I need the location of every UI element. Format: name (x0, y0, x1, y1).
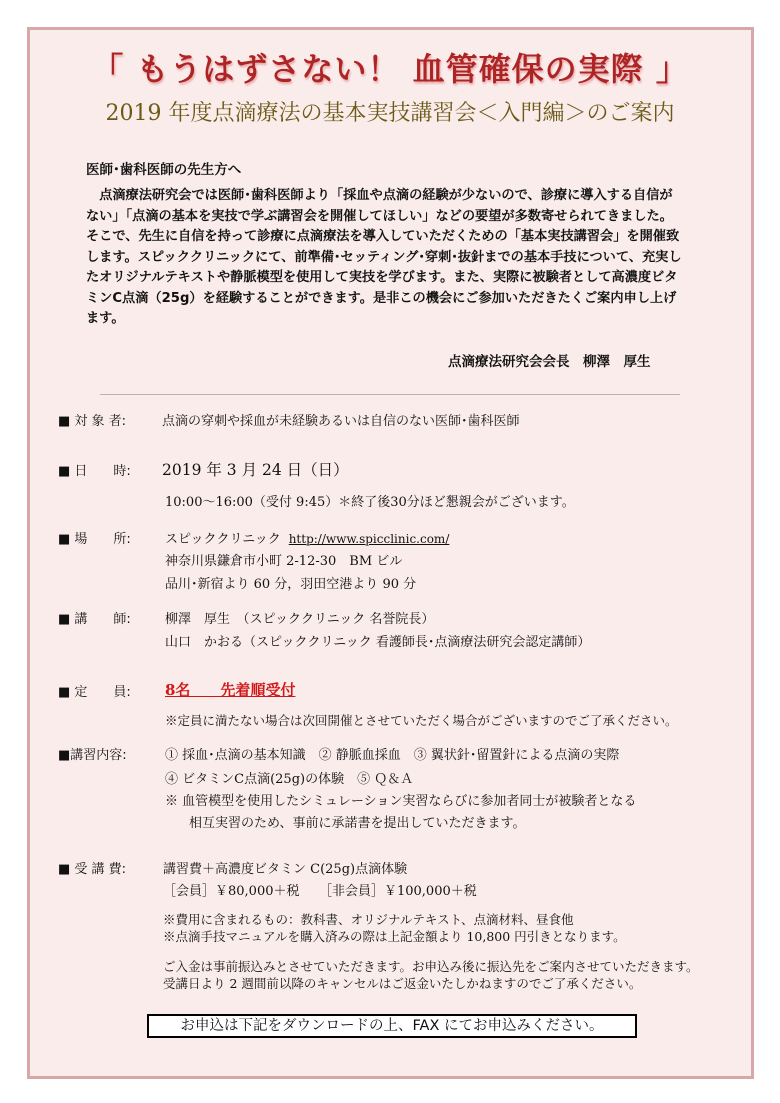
clinic-url-link[interactable]: http://www.spicclinic.com/ (288, 532, 450, 546)
fee-note: ご入金は事前振込みとさせていただきます。お申込み後に振込先をご案内させていただきます。 (163, 959, 699, 974)
fee-note: ※点滴手技マニュアルを購入済みの際は上記金額より 10,800 円引きとなります。 (163, 929, 626, 944)
content-note1: ※ 血管模型を使用したシミュレーション実習ならびに参加者同士が被験者となる (165, 794, 637, 809)
signature: 点滴療法研究会会長 柳澤 厚生 (448, 354, 651, 370)
fee-prices: ［会員］￥80,000＋税 ［非会員］￥100,000＋税 (163, 884, 477, 899)
fee-note: 受講日より 2 週間前以降のキャンセルはご返金いたしかねますのでご了承ください。 (163, 976, 642, 991)
page-subtitle: 2019 年度点滴療法の基本実技講習会＜入門編＞のご案内 (105, 101, 675, 126)
target-label: ■ 対 象 者: (58, 414, 127, 429)
application-notice: お申込は下記をダウンロードの上、FAX にてお申込みください。 (147, 1014, 637, 1038)
clinic-name: スピッククリニック (165, 532, 281, 547)
date-value: 2019 年 3 月 24 日（日） (162, 461, 349, 479)
lecturer-label: ■ 講 師: (58, 612, 131, 627)
place-label: ■ 場 所: (58, 532, 131, 547)
content-note2: 相互実習のため、事前に承諾書を提出していただきます。 (189, 816, 526, 831)
target-value: 点滴の穿刺や採血が未経験あるいは自信のない医師･歯科医師 (162, 414, 520, 429)
capacity-note: ※定員に満たない場合は次回開催とさせていただく場合がございますのでご了承ください。 (165, 713, 678, 728)
greeting: 医師･歯科医師の先生方へ (86, 162, 242, 178)
lecturer-item: 柳澤 厚生 （スピッククリニック 名誉院長） (165, 612, 435, 627)
fee-label: ■ 受 講 費: (58, 862, 127, 877)
place-address: 神奈川県鎌倉市小町 2-12-30 BM ビル (165, 554, 403, 569)
fee-note: ※費用に含まれるもの：教科書、オリジナルテキスト、点滴材料、昼食他 (163, 912, 574, 927)
capacity-value: 8名 先着順受付 (165, 681, 296, 699)
content-label: ■講習内容: (58, 748, 127, 763)
time-value: 10:00～16:00（受付 9:45）＊終了後30分ほど懇親会がございます。 (165, 495, 575, 510)
lecturer-item: 山口 かおる（スピッククリニック 看護師長･点滴療法研究会認定講師） (165, 635, 591, 650)
content-line2: ④ ビタミンC点滴(25g)の体験 ⑤ Ｑ＆Ａ (165, 772, 414, 787)
fee-title: 講習費＋高濃度ビタミン C(25g)点滴体験 (163, 862, 408, 877)
date-label: ■ 日 時: (58, 464, 131, 479)
place-access: 品川･新宿より 60 分，羽田空港より 90 分 (165, 577, 417, 592)
divider (100, 394, 680, 395)
place-value (165, 528, 449, 547)
page-title: 「 もうはずさない！ 血管確保の実際 」 (91, 50, 689, 88)
intro-paragraph: 点滴療法研究会では医師･歯科医師より「採血や点滴の経験が少ないので、診療に導入する自信がない」「点滴の基本を実技で学ぶ講習会を開催してほしい」などの要望が多数寄せられてきました。そこで、先生に自信を持って診療に点滴療法を導入していただくための「基本実技講習会」を開催致します。スピッククリニックにて、前準備･セッティング･穿刺･抜針までの基本手技について、充実したオリジナルテキストや静脈模型を使用して実技を学びます。また、実際に被験者として高濃度ビタミンC点滴（25g）を経験することができます。是非この機会にご参加いただきたくご案内申し上げます。 (86, 188, 682, 326)
capacity-label: ■ 定 員: (58, 685, 131, 700)
content-line1: ① 採血･点滴の基本知識 ② 静脈血採血 ③ 翼状針･留置針による点滴の実際 (165, 748, 620, 763)
